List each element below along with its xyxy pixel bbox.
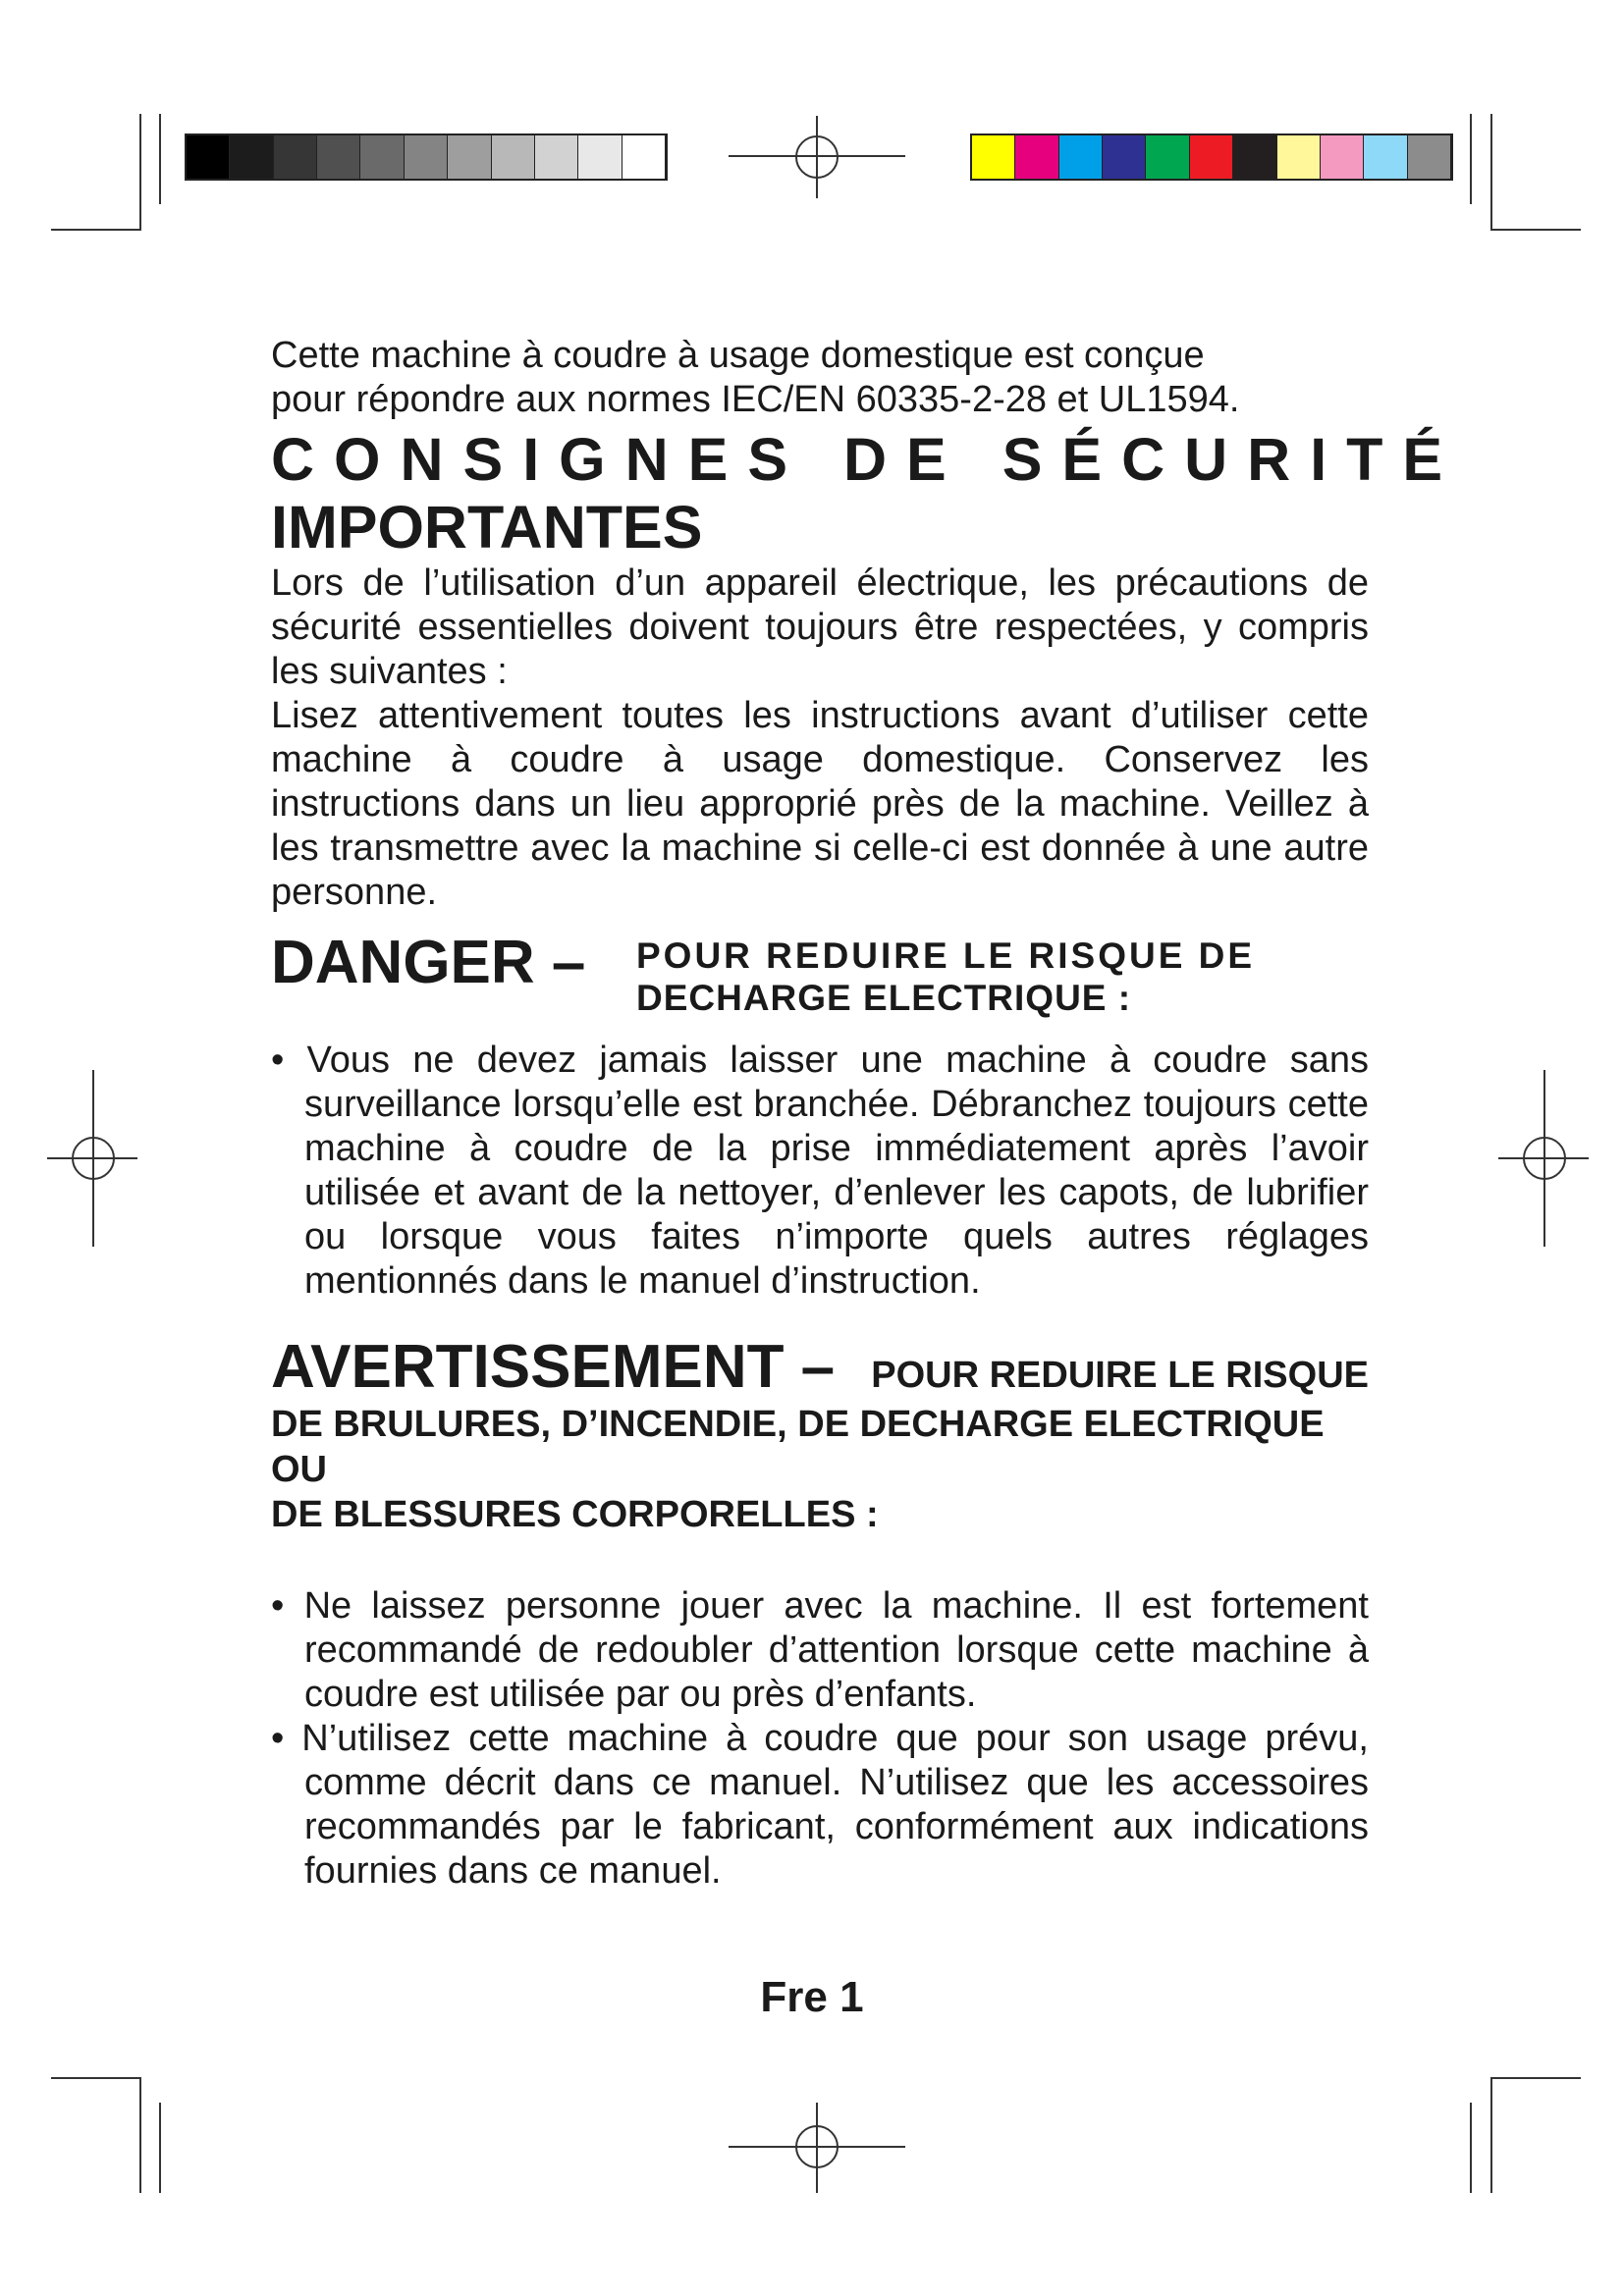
crop-mark-top-left-v: [139, 114, 141, 230]
danger-subheading: [636, 929, 1255, 1019]
color-bar-swatch: [1059, 135, 1103, 179]
color-bar-swatch: [972, 135, 1015, 179]
crop-mark-top-right: [1490, 229, 1581, 231]
gray-bar-swatch: [448, 135, 491, 179]
crop-mark-bottom-right: [1490, 2077, 1581, 2079]
danger-subheading-line-2: DECHARGE ELECTRIQUE :: [636, 978, 1132, 1018]
color-bar-swatch: [1233, 135, 1276, 179]
warning-heading: [271, 1333, 1369, 1537]
registration-mark-right: [1498, 1070, 1589, 1247]
gray-bar-swatch: [317, 135, 360, 179]
list-item: • N’utilisez cette machine à coudre que pour son usage prévu, comme décrit dans ce manuel. N’utilisez que les accessoires recommandés par le fabricant, conformément aux indications fournies dans ce manuel.: [271, 1718, 1369, 1892]
color-bar-swatch: [1146, 135, 1189, 179]
gray-bar-swatch: [187, 135, 230, 179]
color-calibration-bar: [970, 133, 1453, 181]
list-item: • Vous ne devez jamais laisser une machine à coudre sans surveillance lorsqu’elle est branchée. Débranchez toujours cette machine à coudre de la prise immédiatement après l’avoir utilisée et avant de la nettoyer, d’enlever les capots, de lubrifier ou lorsque vous faites n’importe quels autres réglages mentionnés dans le manuel d’instruction.: [271, 1040, 1369, 1302]
list-item: • Ne laissez personne jouer avec la machine. Il est fortement recommandé de redoubler d’attention lorsque cette machine à coudre est utilisée par ou près d’enfants.: [271, 1585, 1369, 1715]
crop-mark-bottom-left: [51, 2077, 141, 2079]
warning-subheading-line-3: DE BLESSURES CORPORELLES :: [271, 1494, 879, 1535]
danger-heading: [271, 929, 1369, 1019]
document-body: [271, 334, 1463, 1894]
warning-label: AVERTISSEMENT –: [271, 1333, 836, 1401]
gray-bar-swatch: [535, 135, 578, 179]
gray-bar-swatch: [623, 135, 666, 179]
color-bar-swatch: [1408, 135, 1451, 179]
crop-mark-top-left: [51, 229, 141, 231]
paragraph-instructions: Lisez attentivement toutes les instructions avant d’utiliser cette machine à coudre à usage domestique. Conservez les instructions dans un lieu approprié près de la machine. Veillez à les transmettre avec la machine si celle-ci est donnée à une autre personne.: [271, 695, 1369, 913]
registration-mark-top: [729, 116, 905, 198]
color-bar-swatch: [1364, 135, 1407, 179]
danger-list: [271, 1039, 1369, 1304]
color-bar-swatch: [1015, 135, 1058, 179]
crop-mark-bottom-right-v: [1490, 2077, 1492, 2193]
crop-mark-top-left-v2: [159, 114, 161, 204]
crop-mark-top-right-v2: [1470, 114, 1472, 204]
grayscale-calibration-bar: [185, 133, 668, 181]
gray-bar-swatch: [230, 135, 273, 179]
gray-bar-swatch: [578, 135, 622, 179]
crop-mark-bottom-right-v2: [1470, 2103, 1472, 2193]
danger-label: DANGER –: [271, 929, 586, 996]
gray-bar-swatch: [360, 135, 404, 179]
registration-mark-left: [47, 1070, 137, 1247]
page-number: Fre 1: [760, 1973, 864, 2021]
warning-subheading-line-1: POUR REDUIRE LE RISQUE: [871, 1355, 1369, 1396]
crop-mark-top-right-v: [1490, 114, 1492, 230]
crop-mark-bottom-left-v: [139, 2077, 141, 2193]
color-bar-swatch: [1321, 135, 1364, 179]
gray-bar-swatch: [405, 135, 448, 179]
gray-bar-swatch: [274, 135, 317, 179]
registration-mark-bottom: [729, 2103, 905, 2193]
color-bar-swatch: [1190, 135, 1233, 179]
color-bar-swatch: [1277, 135, 1321, 179]
color-bar-swatch: [1103, 135, 1146, 179]
page-title-line-2: IMPORTANTES: [271, 494, 703, 561]
warning-list: [271, 1584, 1369, 1894]
intro-line-2: pour répondre aux normes IEC/EN 60335-2-28 et UL1594.: [271, 379, 1240, 420]
intro-line-1: Cette machine à coudre à usage domestique est conçue: [271, 335, 1205, 376]
danger-subheading-line-1: POUR REDUIRE LE RISQUE DE: [636, 935, 1256, 976]
crop-mark-bottom-left-v2: [159, 2103, 161, 2193]
paragraph-precautions: Lors de l’utilisation d’un appareil électrique, les précautions de sécurité essentielles doivent toujours être respectées, y compris les suivantes :: [271, 562, 1369, 692]
page-title: CONSIGNES DE SÉCURITÉ: [271, 426, 1463, 493]
warning-subheading-line-2: DE BRULURES, D’INCENDIE, DE DECHARGE ELECTRIQUE OU: [271, 1404, 1325, 1490]
gray-bar-swatch: [492, 135, 535, 179]
